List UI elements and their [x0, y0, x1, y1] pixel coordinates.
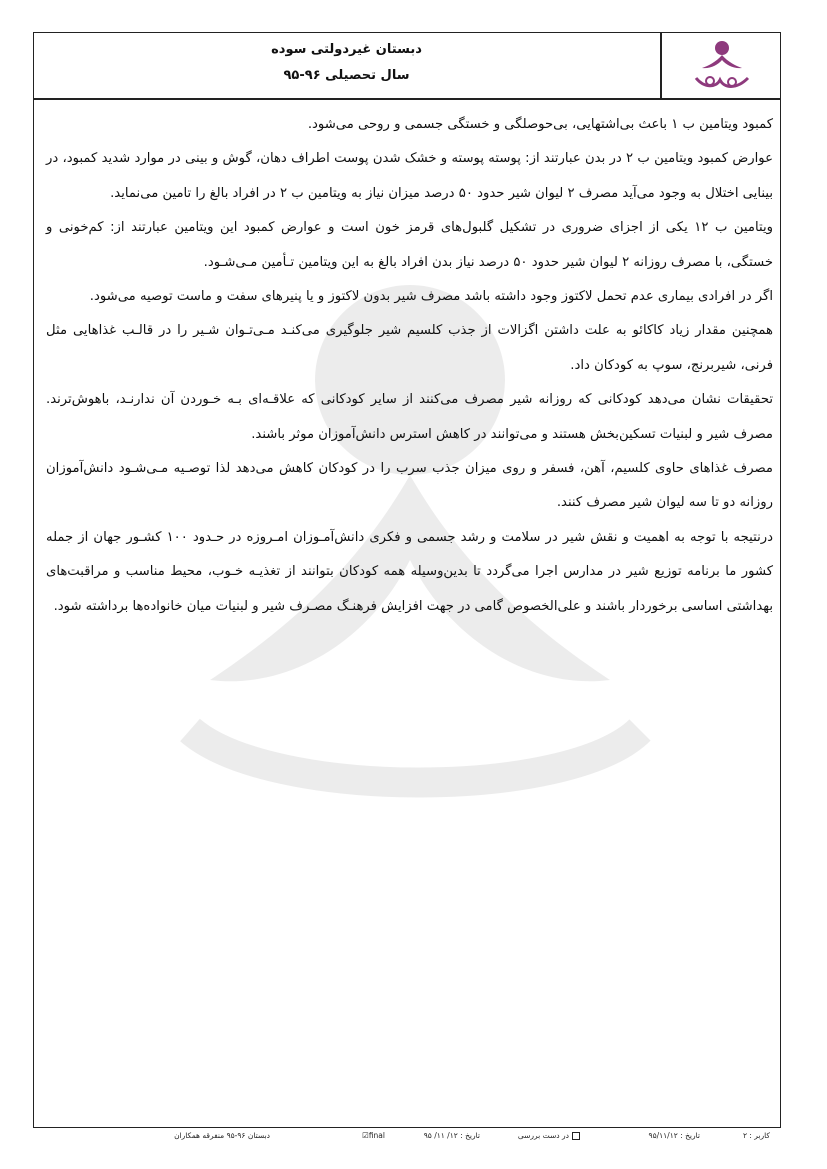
school-name: دبستان غیردولتی سوده [271, 42, 422, 57]
paragraph: ویتامین ب ۱۲ یکی از اجزای ضروری در تشکیل گلبول‌های قرمز خون است و عوارض کمبود این ویتامین عبارتند از: کم‌خونی و خستگی، با مصرف روزانه ۲ لیوان شیر حدود ۵۰ درصد نیاز بدن افراد بالغ به این ویتامین تـأمین مـی‌شـود. [46, 220, 774, 270]
paragraph: عوارض کمبود ویتامین ب ۲ در بدن عبارتند از: پوسته پوسته و خشک شدن پوست اطراف دهان، گوش و بینی در موارد شدید کمبود، در بینایی اختلال به وجود می‌آید مصرف ۲ لیوان شیر حدود ۵۰ درصد میزان نیاز به ویتامین ب ۲ در افراد بالغ را تامین می‌نماید. [46, 151, 773, 201]
paragraph: همچنین مقدار زیاد کاکائو به علت داشتن اگزالات از جذب کلسیم شیر جلوگیری می‌کنـد مـی‌تـوان شـیر را در قالـب غذاهایی مثل فرنی، شیربرنج، سوپ به کودکان داد. [46, 323, 773, 373]
paragraph: اگر در افرادی بیماری عدم تحمل لاکتوز وجود داشته باشد مصرف شیر بدون لاکتوز و یا پنیرهای سفت و ماست توصیه می‌شود. [89, 289, 773, 305]
footer-status: در دست بررسی [518, 1131, 580, 1140]
footer-date: تاریخ : ۹۵/۱۱/۱۲ [648, 1131, 700, 1140]
paragraph: تحقیقات نشان می‌دهد کودکانی که روزانه شیر مصرف می‌کنند از سایر کودکانی که علاقـه‌ای بـه خـوردن آن ندارنـد، باهوش‌ترند. مصرف شیر و لبنیات تسکین‌بخش هستند و می‌توانند در کاهش استرس دانش‌آموزان موثر باشند. [46, 392, 773, 442]
final-check-icon: ☑ [362, 1131, 369, 1140]
document-body [46, 108, 773, 624]
paragraph: مصرف غذاهای حاوی کلسیم، آهن، فسفر و روی میزان جذب سرب را در کودکان کاهش می‌دهد لذا توصـیه مـی‌شـود دانش‌آموزان روزانه دو تا سه لیوان شیر مصرف کنند. [46, 461, 773, 511]
footer-note: دبستان ۹۶-۹۵ منفرقه همکاران [174, 1131, 270, 1140]
document-header [33, 32, 781, 100]
academic-year: سال تحصیلی ۹۶-۹۵ [283, 68, 410, 83]
paragraph: کمبود ویتامین ب ۱ باعث بی‌اشتهایی، بی‌حوصلگی و خستگی جسمی و روحی می‌شود. [307, 117, 773, 132]
footer-date-2: تاریخ : ۱۲/ ۱۱/ ۹۵ [423, 1131, 480, 1140]
footer-user: کاربر : ۲ [742, 1131, 770, 1140]
school-logo-icon [690, 38, 754, 92]
status-checkbox-icon [572, 1132, 580, 1140]
document-footer [170, 1131, 770, 1145]
footer-final: final☑ [362, 1131, 385, 1140]
paragraph: درنتیجه با توجه به اهمیت و نقش شیر در سلامت و رشد جسمی و فکری دانش‌آمـوزان امـروزه در حـدود ۱۰۰ کشـور جهان از جمله کشور ما برنامه توزیع شیر در مدارس اجرا می‌گردد تا بدین‌وسیله همه کودکان بتوانند از تغذیـه خـوب، محیط مناسب و مراقبت‌های بهداشتی اساسی برخوردار باشند و علی‌الخصوص گامی در جهت افزایش فرهنـگ مصـرف شیر و لبنیات میان خانواده‌ها برداشته شود. [46, 529, 773, 614]
logo-box [660, 32, 781, 98]
